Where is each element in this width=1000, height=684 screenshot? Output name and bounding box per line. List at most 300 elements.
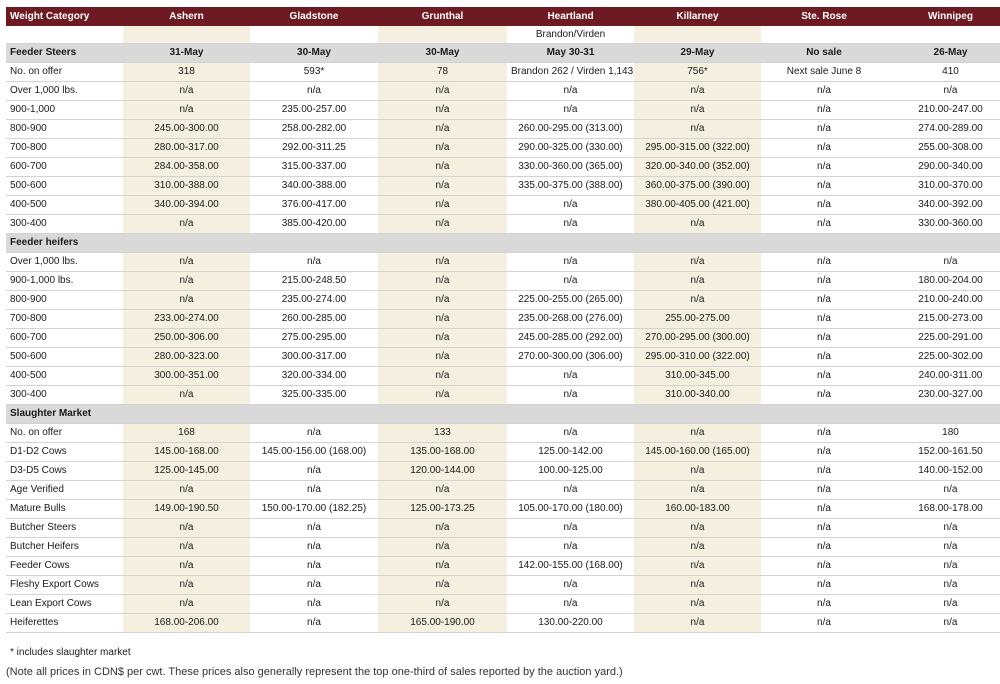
price-cell: n/a xyxy=(887,481,1000,500)
price-cell: 274.00-289.00 xyxy=(887,120,1000,139)
price-cell: n/a xyxy=(634,82,761,101)
table-row xyxy=(6,253,1000,272)
price-cell: n/a xyxy=(123,481,250,500)
table-subheader-row xyxy=(6,26,1000,44)
price-cell: n/a xyxy=(378,177,507,196)
price-cell: n/a xyxy=(761,348,887,367)
row-label: Fleshy Export Cows xyxy=(6,576,123,595)
table-row xyxy=(6,101,1000,120)
price-cell: 145.00-168.00 xyxy=(123,443,250,462)
section-date-cell xyxy=(250,405,378,424)
price-cell: 318 xyxy=(123,63,250,82)
price-cell: n/a xyxy=(123,595,250,614)
price-cell: n/a xyxy=(378,253,507,272)
price-cell: n/a xyxy=(378,481,507,500)
price-cell: n/a xyxy=(761,595,887,614)
price-cell: 335.00-375.00 (388.00) xyxy=(507,177,634,196)
price-cell: n/a xyxy=(634,272,761,291)
price-cell: n/a xyxy=(250,253,378,272)
price-cell: n/a xyxy=(507,424,634,443)
price-cell: 325.00-335.00 xyxy=(250,386,378,405)
price-cell: n/a xyxy=(507,595,634,614)
price-cell: n/a xyxy=(634,462,761,481)
price-cell: n/a xyxy=(250,576,378,595)
price-cell: 275.00-295.00 xyxy=(250,329,378,348)
price-cell: n/a xyxy=(887,576,1000,595)
subheader-cell: Brandon/Virden xyxy=(507,26,634,44)
price-cell: 380.00-405.00 (421.00) xyxy=(634,196,761,215)
price-cell: 310.00-370.00 xyxy=(887,177,1000,196)
row-label: 300-400 xyxy=(6,386,123,405)
price-cell: 320.00-334.00 xyxy=(250,367,378,386)
price-cell: n/a xyxy=(378,291,507,310)
section-date-cell xyxy=(761,405,887,424)
price-cell: 315.00-337.00 xyxy=(250,158,378,177)
price-cell: n/a xyxy=(507,481,634,500)
section-date-cell xyxy=(507,234,634,253)
price-cell: 168.00-206.00 xyxy=(123,614,250,633)
price-cell: n/a xyxy=(761,424,887,443)
row-label: Age Verified xyxy=(6,481,123,500)
price-cell: n/a xyxy=(123,253,250,272)
price-cell: 260.00-295.00 (313.00) xyxy=(507,120,634,139)
table-row xyxy=(6,519,1000,538)
price-cell: 235.00-274.00 xyxy=(250,291,378,310)
price-cell: n/a xyxy=(123,519,250,538)
price-cell: n/a xyxy=(507,367,634,386)
price-note: (Note all prices in CDN$ per cwt. These prices also generally represent the top one-third of sales reported by the auction yard.) xyxy=(6,666,623,678)
price-cell: 130.00-220.00 xyxy=(507,614,634,633)
price-cell: n/a xyxy=(378,329,507,348)
row-label: Butcher Steers xyxy=(6,519,123,538)
row-label: No. on offer xyxy=(6,424,123,443)
price-cell: 295.00-310.00 (322.00) xyxy=(634,348,761,367)
price-cell: n/a xyxy=(761,576,887,595)
price-cell: 290.00-325.00 (330.00) xyxy=(507,139,634,158)
section-date-cell: No sale xyxy=(761,44,887,63)
table-row xyxy=(6,310,1000,329)
row-label: Over 1,000 lbs. xyxy=(6,82,123,101)
section-date-cell xyxy=(378,234,507,253)
table-row xyxy=(6,196,1000,215)
section-date-cell xyxy=(378,405,507,424)
table-row xyxy=(6,462,1000,481)
section-date-cell: 26-May xyxy=(887,44,1000,63)
price-cell: 105.00-170.00 (180.00) xyxy=(507,500,634,519)
cattle-prices-table xyxy=(6,7,1000,633)
price-cell: n/a xyxy=(378,82,507,101)
price-cell: 290.00-340.00 xyxy=(887,158,1000,177)
price-cell: n/a xyxy=(250,538,378,557)
price-cell: 225.00-255.00 (265.00) xyxy=(507,291,634,310)
row-label: Mature Bulls xyxy=(6,500,123,519)
price-cell: 270.00-295.00 (300.00) xyxy=(634,329,761,348)
subheader-cell xyxy=(123,26,250,44)
price-cell: n/a xyxy=(250,595,378,614)
row-label: 400-500 xyxy=(6,196,123,215)
price-cell: n/a xyxy=(761,538,887,557)
price-cell: n/a xyxy=(378,120,507,139)
price-cell: 340.00-388.00 xyxy=(250,177,378,196)
price-cell: 310.00-345.00 xyxy=(634,367,761,386)
row-label: 900-1,000 lbs. xyxy=(6,272,123,291)
price-cell: n/a xyxy=(378,576,507,595)
table-row xyxy=(6,272,1000,291)
price-cell: 260.00-285.00 xyxy=(250,310,378,329)
row-label: 600-700 xyxy=(6,329,123,348)
price-cell: n/a xyxy=(887,557,1000,576)
price-cell: n/a xyxy=(250,557,378,576)
price-cell: n/a xyxy=(507,215,634,234)
price-cell: n/a xyxy=(761,310,887,329)
row-label: 900-1,000 xyxy=(6,101,123,120)
row-label: 800-900 xyxy=(6,291,123,310)
price-cell: n/a xyxy=(761,500,887,519)
table-row xyxy=(6,177,1000,196)
subheader-cell xyxy=(887,26,1000,44)
column-header: Grunthal xyxy=(378,7,507,26)
table-body xyxy=(6,44,1000,633)
price-cell: n/a xyxy=(507,272,634,291)
price-cell: 225.00-291.00 xyxy=(887,329,1000,348)
row-label: 400-500 xyxy=(6,367,123,386)
price-cell: 168.00-178.00 xyxy=(887,500,1000,519)
price-cell: 215.00-248.50 xyxy=(250,272,378,291)
table-row xyxy=(6,576,1000,595)
subheader-cell xyxy=(761,26,887,44)
price-cell: 210.00-240.00 xyxy=(887,291,1000,310)
footnote: * includes slaughter market xyxy=(10,647,131,658)
section-date-cell xyxy=(761,234,887,253)
subheader-cell xyxy=(250,26,378,44)
price-cell: n/a xyxy=(761,253,887,272)
price-cell: 125.00-145.00 xyxy=(123,462,250,481)
row-label: 700-800 xyxy=(6,139,123,158)
section-title: Slaughter Market xyxy=(6,405,123,424)
table-header-row xyxy=(6,7,1000,26)
price-cell: 300.00-351.00 xyxy=(123,367,250,386)
price-cell: 235.00-257.00 xyxy=(250,101,378,120)
price-cell: n/a xyxy=(761,462,887,481)
price-cell: 180.00-204.00 xyxy=(887,272,1000,291)
section-date-cell: 30-May xyxy=(378,44,507,63)
price-cell: n/a xyxy=(250,82,378,101)
table-row xyxy=(6,158,1000,177)
price-cell: 280.00-317.00 xyxy=(123,139,250,158)
section-date-cell xyxy=(887,405,1000,424)
price-cell: n/a xyxy=(378,139,507,158)
price-cell: 125.00-173.25 xyxy=(378,500,507,519)
row-label: 500-600 xyxy=(6,348,123,367)
section-date-cell: 31-May xyxy=(123,44,250,63)
price-cell: n/a xyxy=(123,538,250,557)
price-cell: n/a xyxy=(761,139,887,158)
row-label: 800-900 xyxy=(6,120,123,139)
table-row xyxy=(6,291,1000,310)
subheader-cell xyxy=(378,26,507,44)
price-cell: n/a xyxy=(378,348,507,367)
price-cell: n/a xyxy=(507,519,634,538)
price-cell: n/a xyxy=(887,595,1000,614)
price-cell: n/a xyxy=(378,215,507,234)
price-cell: 140.00-152.00 xyxy=(887,462,1000,481)
table-row xyxy=(6,215,1000,234)
price-cell: n/a xyxy=(378,310,507,329)
price-cell: n/a xyxy=(761,196,887,215)
price-cell: 215.00-273.00 xyxy=(887,310,1000,329)
price-cell: 133 xyxy=(378,424,507,443)
price-cell: 230.00-327.00 xyxy=(887,386,1000,405)
row-label: 700-800 xyxy=(6,310,123,329)
price-cell: n/a xyxy=(378,519,507,538)
section-date-cell xyxy=(634,234,761,253)
column-header: Ste. Rose xyxy=(761,7,887,26)
price-cell: n/a xyxy=(634,253,761,272)
row-label: Over 1,000 lbs. xyxy=(6,253,123,272)
price-cell: n/a xyxy=(123,101,250,120)
price-cell: Next sale June 8 xyxy=(761,63,887,82)
price-cell: n/a xyxy=(887,519,1000,538)
price-cell: 120.00-144.00 xyxy=(378,462,507,481)
price-cell: 280.00-323.00 xyxy=(123,348,250,367)
price-cell: n/a xyxy=(507,386,634,405)
price-cell: n/a xyxy=(634,481,761,500)
price-cell: n/a xyxy=(378,101,507,120)
price-cell: n/a xyxy=(761,101,887,120)
section-title: Feeder heifers xyxy=(6,234,123,253)
section-date-cell: 29-May xyxy=(634,44,761,63)
price-cell: n/a xyxy=(507,82,634,101)
price-cell: n/a xyxy=(123,557,250,576)
price-cell: 255.00-275.00 xyxy=(634,310,761,329)
price-cell: n/a xyxy=(634,120,761,139)
price-cell: n/a xyxy=(761,557,887,576)
table-row xyxy=(6,424,1000,443)
section-header-row xyxy=(6,405,1000,424)
price-cell: n/a xyxy=(123,82,250,101)
price-cell: n/a xyxy=(123,215,250,234)
column-header: Heartland xyxy=(507,7,634,26)
section-header-row xyxy=(6,44,1000,63)
price-cell: 295.00-315.00 (322.00) xyxy=(634,139,761,158)
row-label: 300-400 xyxy=(6,215,123,234)
price-cell: n/a xyxy=(378,158,507,177)
price-cell: 142.00-155.00 (168.00) xyxy=(507,557,634,576)
price-cell: n/a xyxy=(378,557,507,576)
price-cell: 149.00-190.50 xyxy=(123,500,250,519)
price-cell: 165.00-190.00 xyxy=(378,614,507,633)
price-cell: n/a xyxy=(250,424,378,443)
price-cell: n/a xyxy=(761,443,887,462)
price-cell: 330.00-360.00 xyxy=(887,215,1000,234)
table-row xyxy=(6,386,1000,405)
price-cell: n/a xyxy=(761,215,887,234)
price-cell: n/a xyxy=(123,386,250,405)
price-cell: n/a xyxy=(378,538,507,557)
price-cell: 385.00-420.00 xyxy=(250,215,378,234)
table-row xyxy=(6,82,1000,101)
price-cell: n/a xyxy=(761,158,887,177)
row-label: 500-600 xyxy=(6,177,123,196)
price-cell: n/a xyxy=(507,101,634,120)
price-cell: 235.00-268.00 (276.00) xyxy=(507,310,634,329)
price-cell: n/a xyxy=(378,595,507,614)
row-label: Butcher Heifers xyxy=(6,538,123,557)
price-cell: 270.00-300.00 (306.00) xyxy=(507,348,634,367)
section-date-cell xyxy=(887,234,1000,253)
price-cell: n/a xyxy=(634,557,761,576)
price-cell: 284.00-358.00 xyxy=(123,158,250,177)
price-cell: n/a xyxy=(507,538,634,557)
price-cell: n/a xyxy=(761,177,887,196)
column-header: Ashern xyxy=(123,7,250,26)
table-row xyxy=(6,367,1000,386)
price-cell: n/a xyxy=(634,614,761,633)
table-row xyxy=(6,614,1000,633)
price-cell: 145.00-160.00 (165.00) xyxy=(634,443,761,462)
price-cell: n/a xyxy=(507,576,634,595)
price-cell: n/a xyxy=(634,576,761,595)
price-cell: n/a xyxy=(887,614,1000,633)
price-cell: n/a xyxy=(507,253,634,272)
price-cell: 245.00-285.00 (292.00) xyxy=(507,329,634,348)
price-cell: 100.00-125.00 xyxy=(507,462,634,481)
price-cell: n/a xyxy=(887,82,1000,101)
section-date-cell xyxy=(634,405,761,424)
row-label: D3-D5 Cows xyxy=(6,462,123,481)
price-cell: 168 xyxy=(123,424,250,443)
price-cell: n/a xyxy=(507,196,634,215)
price-cell: n/a xyxy=(761,519,887,538)
price-cell: n/a xyxy=(250,614,378,633)
column-header: Weight Category xyxy=(6,7,123,26)
section-date-cell: 30-May xyxy=(250,44,378,63)
price-cell: n/a xyxy=(634,101,761,120)
price-cell: n/a xyxy=(761,614,887,633)
price-cell: 320.00-340.00 (352.00) xyxy=(634,158,761,177)
price-cell: n/a xyxy=(634,595,761,614)
price-cell: 240.00-311.00 xyxy=(887,367,1000,386)
price-cell: n/a xyxy=(634,215,761,234)
price-cell: 233.00-274.00 xyxy=(123,310,250,329)
price-cell: n/a xyxy=(761,120,887,139)
price-cell: 145.00-156.00 (168.00) xyxy=(250,443,378,462)
table-row xyxy=(6,557,1000,576)
price-cell: n/a xyxy=(250,462,378,481)
section-date-cell xyxy=(123,234,250,253)
price-cell: 245.00-300.00 xyxy=(123,120,250,139)
price-cell: n/a xyxy=(887,538,1000,557)
table-row xyxy=(6,139,1000,158)
row-label: No. on offer xyxy=(6,63,123,82)
price-cell: n/a xyxy=(634,519,761,538)
price-cell: n/a xyxy=(378,367,507,386)
price-cell: n/a xyxy=(378,386,507,405)
price-cell: 756* xyxy=(634,63,761,82)
row-label: Feeder Cows xyxy=(6,557,123,576)
section-header-row xyxy=(6,234,1000,253)
price-cell: 135.00-168.00 xyxy=(378,443,507,462)
price-cell: n/a xyxy=(761,367,887,386)
price-cell: n/a xyxy=(250,519,378,538)
price-cell: 258.00-282.00 xyxy=(250,120,378,139)
price-cell: n/a xyxy=(761,481,887,500)
price-cell: 330.00-360.00 (365.00) xyxy=(507,158,634,177)
table-row xyxy=(6,481,1000,500)
table-row xyxy=(6,500,1000,519)
price-cell: Brandon 262 / Virden 1,143 xyxy=(507,63,634,82)
row-label: Lean Export Cows xyxy=(6,595,123,614)
price-cell: n/a xyxy=(887,253,1000,272)
table-row xyxy=(6,329,1000,348)
table-row xyxy=(6,443,1000,462)
price-cell: 292.00-311.25 xyxy=(250,139,378,158)
section-date-cell xyxy=(507,405,634,424)
price-cell: 125.00-142.00 xyxy=(507,443,634,462)
section-date-cell: May 30-31 xyxy=(507,44,634,63)
price-cell: n/a xyxy=(634,424,761,443)
price-cell: n/a xyxy=(378,272,507,291)
price-cell: 152.00-161.50 xyxy=(887,443,1000,462)
price-cell: n/a xyxy=(378,196,507,215)
table-row xyxy=(6,63,1000,82)
price-cell: 376.00-417.00 xyxy=(250,196,378,215)
column-header: Gladstone xyxy=(250,7,378,26)
price-cell: n/a xyxy=(634,291,761,310)
section-date-cell xyxy=(250,234,378,253)
price-cell: 150.00-170.00 (182.25) xyxy=(250,500,378,519)
price-cell: 180 xyxy=(887,424,1000,443)
price-cell: 250.00-306.00 xyxy=(123,329,250,348)
row-label: Heiferettes xyxy=(6,614,123,633)
subheader-cell xyxy=(6,26,123,44)
price-cell: 593* xyxy=(250,63,378,82)
price-cell: n/a xyxy=(761,291,887,310)
price-cell: n/a xyxy=(761,82,887,101)
price-cell: n/a xyxy=(634,538,761,557)
price-cell: 310.00-388.00 xyxy=(123,177,250,196)
price-cell: n/a xyxy=(123,576,250,595)
price-cell: 300.00-317.00 xyxy=(250,348,378,367)
price-cell: n/a xyxy=(250,481,378,500)
price-cell: n/a xyxy=(761,386,887,405)
price-cell: n/a xyxy=(761,329,887,348)
subheader-cell xyxy=(634,26,761,44)
price-cell: 225.00-302.00 xyxy=(887,348,1000,367)
table-row xyxy=(6,538,1000,557)
row-label: D1-D2 Cows xyxy=(6,443,123,462)
price-cell: 360.00-375.00 (390.00) xyxy=(634,177,761,196)
price-cell: 210.00-247.00 xyxy=(887,101,1000,120)
section-title: Feeder Steers xyxy=(6,44,123,63)
table-row xyxy=(6,120,1000,139)
price-cell: 78 xyxy=(378,63,507,82)
price-cell: 340.00-392.00 xyxy=(887,196,1000,215)
price-cell: n/a xyxy=(123,291,250,310)
column-header: Winnipeg xyxy=(887,7,1000,26)
table-row xyxy=(6,595,1000,614)
row-label: 600-700 xyxy=(6,158,123,177)
price-cell: 310.00-340.00 xyxy=(634,386,761,405)
price-cell: 340.00-394.00 xyxy=(123,196,250,215)
price-cell: 410 xyxy=(887,63,1000,82)
price-cell: n/a xyxy=(123,272,250,291)
price-cell: 160.00-183.00 xyxy=(634,500,761,519)
price-cell: 255.00-308.00 xyxy=(887,139,1000,158)
table-row xyxy=(6,348,1000,367)
section-date-cell xyxy=(123,405,250,424)
column-header: Killarney xyxy=(634,7,761,26)
